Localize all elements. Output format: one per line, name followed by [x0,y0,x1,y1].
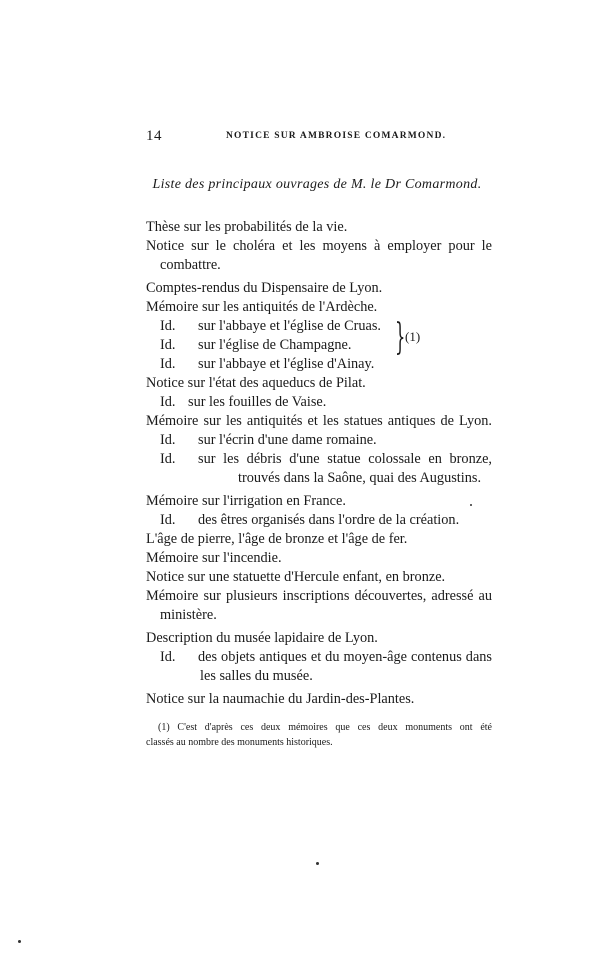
id-label: Id. [160,394,176,410]
paper-speck [470,504,472,506]
work-naumachie: Notice sur la naumachie du Jardin-des-Plantes. [146,691,415,707]
work-cruas-text: sur l'abbaye et l'église de Cruas. [198,318,382,334]
paper-speck [316,862,319,865]
curly-brace: } [395,317,406,358]
work-inscriptions-line2: ministère. [160,607,217,623]
work-objets-line2: les salles du musée. [200,668,313,684]
work-debris [146,450,492,469]
work-ardeche: Mémoire sur les antiquités de l'Ardèche. [146,299,378,315]
work-age: L'âge de pierre, l'âge de bronze et l'âge de fer. [146,531,408,547]
work-these: Thèse sur les probabilités de la vie. [146,219,348,235]
work-cruas [146,317,492,336]
work-musee: Description du musée lapidaire de Lyon. [146,630,378,646]
work-ecrin-text: sur l'écrin d'une dame romaine. [198,432,377,448]
id-label: Id. [160,337,176,353]
work-champagne-text: sur l'église de Champagne. [198,337,352,353]
work-incendie: Mémoire sur l'incendie. [146,550,282,566]
id-label: Id. [160,356,176,372]
work-comptes: Comptes-rendus du Dispensaire de Lyon. [146,280,383,296]
work-vaise [146,393,492,412]
work-cholera-line2: combattre. [160,257,221,273]
id-label: Id. [160,512,176,528]
work-objets [146,648,492,667]
footnote-line2: classés au nombre des monuments historiques. [146,737,333,748]
work-ainay-text: sur l'abbaye et l'église d'Ainay. [198,356,375,372]
works-list [146,218,492,709]
id-label: Id. [160,432,176,448]
running-head [146,128,486,146]
paper-speck [18,940,21,943]
work-ecrin [146,431,492,450]
running-title: NOTICE SUR AMBROISE COMARMOND. [226,131,447,141]
footnote [146,720,492,750]
work-debris-text: sur les débris d'une statue colossale en bronze, [198,451,492,467]
work-etres-text: des êtres organisés dans l'ordre de la création. [198,512,460,528]
footnote-line1: (1) C'est d'après ces deux mémoires que ces deux monuments ont été [158,722,492,733]
work-cholera-line1: Notice sur le choléra et les moyens à employer pour le [146,238,492,254]
work-statues: Mémoire sur les antiquités et les statues antiques de Lyon. [146,413,492,429]
id-label: Id. [160,451,176,467]
id-label: Id. [160,649,176,665]
brace-group [395,317,435,358]
work-debris-line2: trouvés dans la Saône, quai des Augustins. [238,470,482,486]
work-inscriptions-line1: Mémoire sur plusieurs inscriptions découvertes, adressé au [146,588,492,604]
work-vaise-text: sur les fouilles de Vaise. [188,394,327,410]
work-ainay [146,355,492,374]
id-label: Id. [160,318,176,334]
work-hercule: Notice sur une statuette d'Hercule enfant, en bronze. [146,569,446,585]
list-title: Liste des principaux ouvrages de M. le Dr Comarmond. [152,177,482,192]
page-number: 14 [146,128,162,144]
work-objets-text: des objets antiques et du moyen-âge contenus dans [198,649,492,665]
work-irrigation: Mémoire sur l'irrigation en France. [146,493,346,509]
footnote-marker: (1) [405,329,421,344]
work-etres [146,511,492,530]
work-champagne [146,336,492,355]
work-pilat: Notice sur l'état des aqueducs de Pilat. [146,375,366,391]
